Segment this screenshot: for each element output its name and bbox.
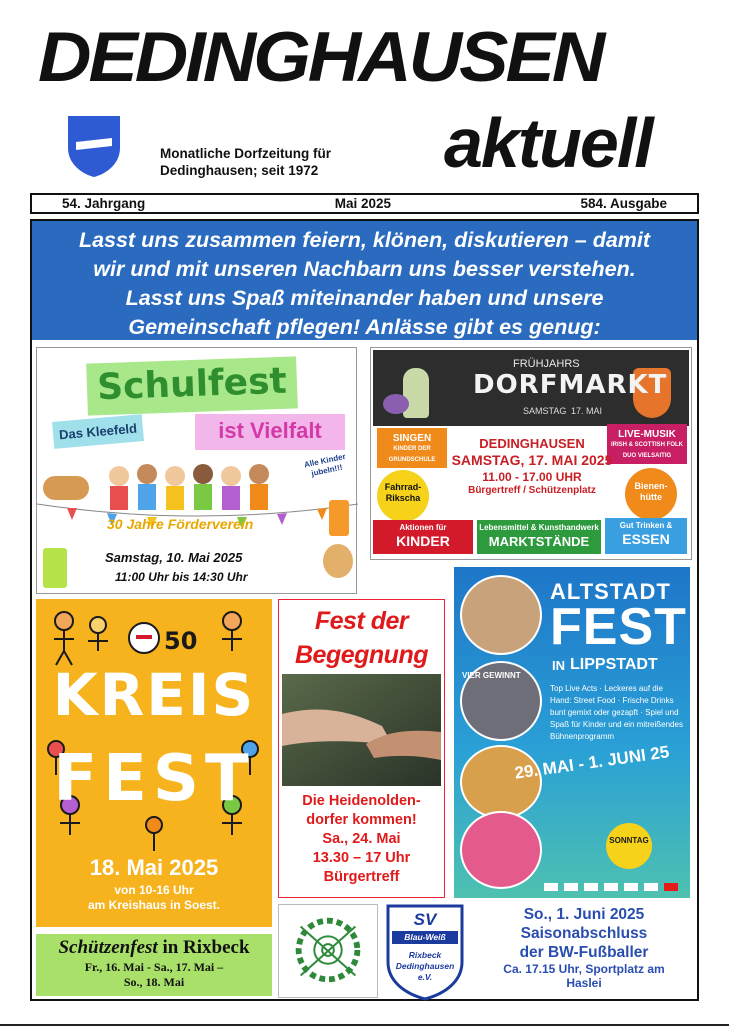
kreisfest-date: 18. Mai 2025 xyxy=(89,855,219,880)
headline-banner xyxy=(32,221,697,340)
dorfmarkt-place: DEDINGHAUSEN xyxy=(479,436,585,451)
banner-line1: Lasst uns zusammen feiern, klönen, diskutieren – damit xyxy=(78,228,651,252)
handshake-photo xyxy=(282,674,441,786)
schuetzenfest-word: Schützenfest xyxy=(58,937,158,958)
photo-circle-street xyxy=(460,575,542,655)
sv-blauweiss-badge xyxy=(384,904,466,1000)
sv-line3: e.V. xyxy=(417,972,433,982)
begegnung-line3: Sa., 24. Mai xyxy=(322,831,401,847)
essen-big: ESSEN xyxy=(622,531,670,547)
sv-blauweiss: Blau-Weiß xyxy=(392,931,458,944)
band-name: VIER GEWINNT xyxy=(462,671,521,680)
sv-line2: Dedinghausen xyxy=(395,961,455,971)
banner-line3: Lasst uns Spaß miteinander haben und unsere xyxy=(125,286,604,310)
singen-label: SINGEN xyxy=(392,433,432,444)
dorfmarkt-poster xyxy=(370,347,692,560)
begegnung-title-line2: Begegnung xyxy=(295,641,428,669)
juice-glass-icon xyxy=(329,500,349,536)
board-header-big: DORFMARKT xyxy=(473,370,668,400)
live-sub: IRISH & SCOTTISH FOLK DUO VIELSAITIG xyxy=(611,442,683,459)
schuetzenfest-dates-2: So., 18. Mai xyxy=(123,975,185,989)
kreisfest-time: von 10-16 Uhr xyxy=(114,883,194,897)
schulfest-poster xyxy=(36,347,357,594)
tagline-line1: Monatliche Dorfzeitung für xyxy=(160,146,331,161)
markt-small: Lebensmittel & Kunsthandwerk xyxy=(479,523,599,532)
photo-circle-balloons xyxy=(460,811,542,889)
issue-label: 584. Ausgabe xyxy=(580,196,667,211)
bienenhuette-badge: Bienen-hütte xyxy=(625,468,677,520)
leek-icon xyxy=(403,368,429,418)
eggplant-icon xyxy=(383,394,409,414)
kinder-banner xyxy=(373,520,473,554)
saison-place-2: Haslei xyxy=(566,976,602,990)
saison-time-place: Ca. 17.15 Uhr, Sportplatz am xyxy=(503,962,665,976)
kinder-big: KINDER xyxy=(396,533,450,549)
schulfest-title: Schulfest xyxy=(86,356,298,415)
sonntag-badge: SONNTAG xyxy=(606,823,652,869)
essen-banner xyxy=(605,518,687,554)
altstadt-fest: FEST xyxy=(550,598,687,656)
live-label: LIVE-MUSIK xyxy=(618,429,676,440)
kreisfest-place: am Kreishaus in Soest. xyxy=(87,898,221,912)
schuetzenfest-box xyxy=(36,934,272,996)
page-bottom-rule xyxy=(0,1024,729,1026)
banner-line4: Gemeinschaft pflegen! Anlässe gibt es genug: xyxy=(128,315,601,339)
chalkboard xyxy=(373,350,689,426)
volume-label: 54. Jahrgang xyxy=(62,196,146,211)
begegnung-line5: Bürgertreff xyxy=(323,869,400,885)
kreisfest-poster xyxy=(36,599,272,927)
altstadt-in: IN xyxy=(552,658,565,673)
lemonade-icon xyxy=(43,548,67,588)
sv-line1: Rixbeck xyxy=(408,950,442,960)
rikscha-badge: Fahrrad-Rikscha xyxy=(377,470,429,522)
markt-big: MARKTSTÄNDE xyxy=(488,534,590,549)
begegnung-line2: dorfer kommen! xyxy=(306,812,417,828)
singen-sub: KINDER DER GRUNDSCHULE xyxy=(388,446,436,463)
board-day: SAMSTAG xyxy=(523,406,567,416)
begegnung-details xyxy=(279,792,444,887)
essen-small: Gut Trinken & xyxy=(619,521,673,530)
begegnung-title-line1: Fest der xyxy=(314,607,409,635)
tagline xyxy=(160,145,331,179)
newspaper-title: DEDINGHAUSEN xyxy=(38,17,603,97)
kreis-soest-logo xyxy=(128,619,198,657)
shooting-club-emblem-icon xyxy=(278,904,378,998)
sponsor-logos xyxy=(544,883,686,891)
issue-info-bar xyxy=(30,193,699,214)
schulfest-time: 11:00 Uhr bis 14:30 Uhr xyxy=(115,570,248,584)
bread-icon xyxy=(43,476,89,500)
fest-word: FEST xyxy=(53,742,255,816)
schulfest-date: Samstag, 10. Mai 2025 xyxy=(105,550,243,565)
altstadtfest-poster xyxy=(454,567,690,898)
begegnung-box xyxy=(278,599,445,898)
photo-circle-food xyxy=(460,745,542,819)
altstadt-city: LIPPSTADT xyxy=(570,656,658,673)
board-date: 17. MAI xyxy=(571,406,603,416)
begegnung-line1: Die Heidenolden- xyxy=(302,793,421,809)
newspaper-subtitle: aktuell xyxy=(444,104,652,182)
saisonabschluss-text xyxy=(470,905,698,990)
saison-subtitle: der BW-Fußballer xyxy=(519,944,649,961)
anniversary-text: 30 Jahre Förderverein xyxy=(107,516,254,532)
banner-line2: wir und mit unseren Nachbarn uns besser verstehen. xyxy=(93,257,636,281)
saison-date: So., 1. Juni 2025 xyxy=(523,906,645,923)
dorfmarkt-venue: Bürgertreff / Schützenplatz xyxy=(468,485,596,496)
waffle-icon xyxy=(323,544,353,578)
kids-note: Alle Kinder jubeln!!! xyxy=(303,451,347,479)
month-label: Mai 2025 xyxy=(334,196,392,211)
svg-text:50: 50 xyxy=(164,627,198,655)
kreis-word: KREIS xyxy=(52,661,256,729)
begegnung-line4: 13.30 – 17 Uhr xyxy=(312,850,411,866)
schuetzenfest-place: in Rixbeck xyxy=(157,937,250,958)
kinder-small: Aktionen für xyxy=(399,523,447,532)
tagline-line2: Dedinghausen; seit 1972 xyxy=(160,163,319,178)
dorfmarkt-date: SAMSTAG, 17. MAI 2025 xyxy=(451,452,613,468)
sv-letters: SV xyxy=(413,910,437,929)
begegnung-title xyxy=(279,604,444,672)
crest-icon xyxy=(66,114,122,178)
schulfest-motto: ist Vielfalt xyxy=(195,414,345,450)
marktstaende-banner xyxy=(477,520,601,554)
altstadt-title: ALTSTADT xyxy=(550,579,671,604)
dorfmarkt-time: 11.00 - 17.00 UHR xyxy=(482,470,582,484)
altstadt-description: Top Live Acts · Leckeres auf die Hand: Street Food · Frische Drinks bunt gemixt oder gezapft · Spiel und Spaß für Kinder und ein mitreißendes Bühnenprogramm xyxy=(550,684,683,741)
schuetzenfest-dates-1: Fr., 16. Mai - Sa., 17. Mai – xyxy=(84,960,224,974)
schuetzenfest-title xyxy=(36,934,272,960)
school-name: Das Kleefeld xyxy=(52,414,144,449)
board-header-small: FRÜHJAHRS xyxy=(513,358,580,370)
altstadt-dates: 29. MAI - 1. JUNI 25 xyxy=(513,742,671,783)
saison-title: Saisonabschluss xyxy=(520,925,648,942)
